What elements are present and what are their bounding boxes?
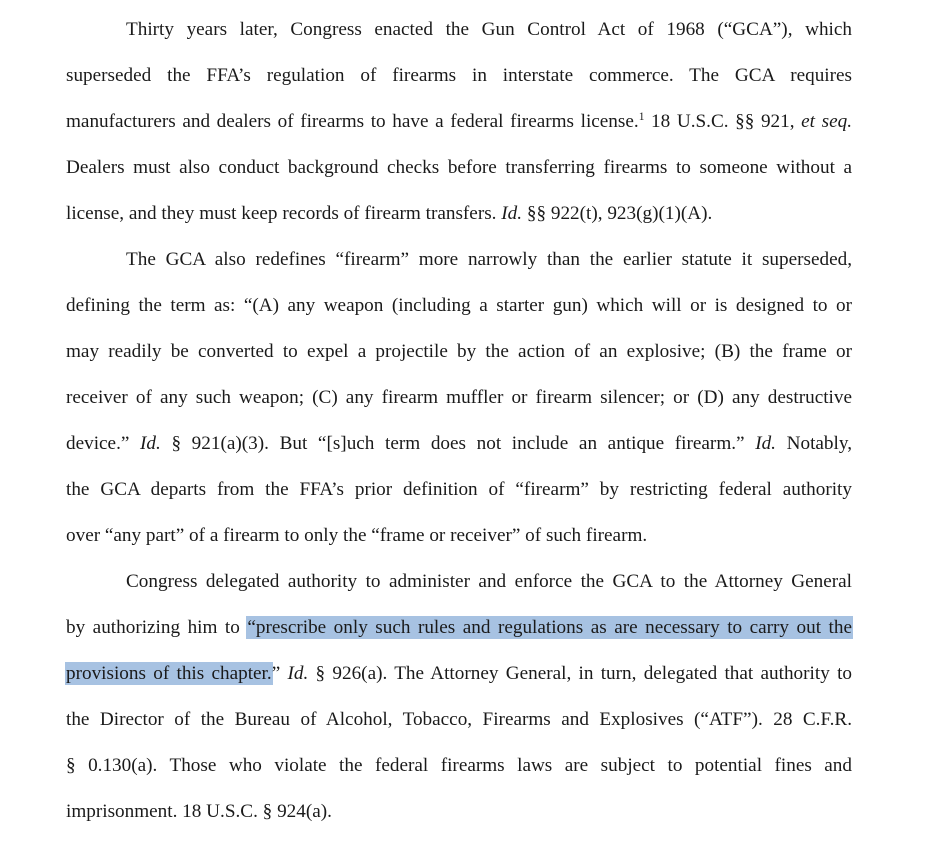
text-line bbox=[66, 697, 852, 743]
text-run: defining the term as: “(A) any weapon (including a starter gun) which will or is designed to or bbox=[66, 295, 852, 316]
text-line bbox=[66, 99, 852, 145]
selected-text[interactable]: provisions of this chapter. bbox=[66, 663, 272, 684]
text-line bbox=[66, 53, 852, 99]
text-run: by authorizing him to bbox=[66, 617, 248, 638]
text-line bbox=[66, 789, 852, 835]
selected-text[interactable]: “prescribe only such rules and regulations as are necessary to carry out the bbox=[247, 617, 852, 638]
text-run: imprisonment. 18 U.S.C. § 924(a). bbox=[66, 801, 332, 822]
citation-italic: Id. bbox=[755, 433, 776, 454]
text-line bbox=[66, 283, 852, 329]
text-run: license, and they must keep records of firearm transfers. bbox=[66, 203, 502, 224]
text-line bbox=[66, 375, 852, 421]
text-run: manufacturers and dealers of firearms to have a federal firearms license. bbox=[66, 111, 639, 132]
text-run: §§ 922(t), 923(g)(1)(A). bbox=[522, 203, 713, 224]
text-run: Congress delegated authority to administer and enforce the GCA to the Attorney General bbox=[126, 571, 852, 592]
citation-italic: Id. bbox=[501, 203, 523, 224]
text-run: § 926(a). The Attorney General, in turn, delegated that authority to bbox=[308, 663, 852, 684]
citation-italic: Id. bbox=[287, 663, 309, 684]
text-line bbox=[66, 191, 852, 237]
text-run: the GCA departs from the FFA’s prior definition of “firearm” by restricting federal authority bbox=[66, 479, 852, 500]
text-run: Dealers must also conduct background checks before transferring firearms to someone without a bbox=[66, 157, 852, 178]
text-line bbox=[66, 467, 852, 513]
text-line bbox=[126, 7, 852, 53]
text-run: The GCA also redefines “firearm” more narrowly than the earlier statute it superseded, bbox=[126, 249, 852, 270]
text-line bbox=[66, 651, 852, 697]
text-run: receiver of any such weapon; (C) any firearm muffler or firearm silencer; or (D) any destructive bbox=[66, 387, 852, 408]
text-line bbox=[66, 421, 852, 467]
text-line bbox=[126, 559, 852, 605]
footnote-marker[interactable]: 1 bbox=[638, 111, 645, 123]
text-line bbox=[66, 743, 852, 789]
text-line bbox=[66, 513, 852, 559]
text-run: § 0.130(a). Those who violate the federal firearms laws are subject to potential fines and bbox=[66, 755, 852, 776]
text-line bbox=[66, 145, 852, 191]
text-line bbox=[66, 329, 852, 375]
citation-italic: Id. bbox=[140, 433, 161, 454]
text-run: 18 U.S.C. §§ 921, bbox=[644, 111, 802, 132]
text-run: device.” bbox=[66, 433, 141, 454]
text-run: superseded the FFA’s regulation of firearms in interstate commerce. The GCA requires bbox=[66, 65, 852, 86]
text-line bbox=[126, 237, 852, 283]
text-run: the Director of the Bureau of Alcohol, Tobacco, Firearms and Explosives (“ATF”). 28 C.F.R. bbox=[66, 709, 852, 730]
text-run: Notably, bbox=[775, 433, 852, 454]
text-run: over “any part” of a firearm to only the “frame or receiver” of such firearm. bbox=[66, 525, 648, 546]
citation-italic: et seq. bbox=[801, 111, 852, 132]
text-run: ” bbox=[271, 663, 288, 684]
text-run: § 921(a)(3). But “[s]uch term does not include an antique firearm.” bbox=[160, 433, 756, 454]
text-run: Thirty years later, Congress enacted the Gun Control Act of 1968 (“GCA”), which bbox=[126, 19, 852, 40]
text-line bbox=[66, 605, 852, 651]
text-run: may readily be converted to expel a projectile by the action of an explosive; (B) the frame or bbox=[66, 341, 852, 362]
